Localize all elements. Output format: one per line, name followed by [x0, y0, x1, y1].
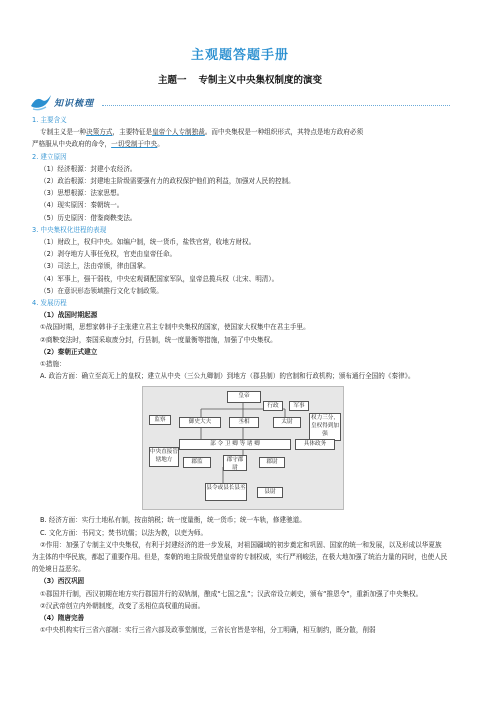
wave-logo-icon — [30, 92, 52, 112]
emperor-box: 皇帝 — [227, 391, 261, 403]
topic-name: 专制主义中央集权制度的演变 — [198, 75, 323, 86]
subheading-qin: （2）秦朝正式建立 — [40, 347, 98, 356]
county-military-box: 县尉 — [257, 487, 283, 498]
section-label: 知识梳理 — [54, 99, 95, 109]
list-item: （2）政治根源：封建地主阶级需要强有力的政权保护他们的利益，加强对人民的控制。 — [40, 177, 295, 186]
heading-history: 4. 发展历程 — [32, 299, 67, 308]
list-item: （5）历史原因：借鉴商鞅变法。 — [40, 213, 137, 222]
commandery-military-box: 郡尉 — [259, 457, 285, 468]
detail-affairs-box: 具体政务 — [295, 439, 335, 450]
section-divider — [102, 105, 450, 106]
list-item: ②汉武帝创立内外朝制度，改变了丞相位高权重的局面。 — [40, 601, 205, 610]
power-note-box: 权力三分，皇权得到加强 — [309, 413, 341, 441]
list-item: ①郡国并行制，西汉初期在地方实行郡国并行的双轨制，酿成“七国之乱”；汉武帝设立刺史，颁布“推恩令”，重新加强了中央集权。 — [40, 589, 423, 598]
list-item: （5）在意识形态领域推行文化专制政策。 — [40, 286, 163, 295]
ministers-bar: 部 令 卫 卿 等 诸 卿 — [179, 439, 291, 450]
heading-process: 3. 中央集权化进程的表现 — [32, 225, 107, 234]
list-item: （2）剥夺地方人事任免权，官吏由皇帝任命。 — [40, 250, 177, 259]
subheading-han: （3）西汉巩固 — [40, 577, 85, 586]
list-item: ①中央机构实行三省六部制：实行三省六部及政事堂制度，三省长官皆是宰相，分工明确，相互制约，既分散，削弱 — [40, 626, 376, 635]
central-control-box: 中央直接管辖地方 — [149, 447, 179, 467]
list-item: （4）现实原因：秦朝统一。 — [40, 201, 124, 210]
list-item: （4）军事上，强干弱枝，中央宏观调配国家军队，皇帝总揽兵权（北宋、明清）。 — [40, 274, 279, 283]
subheading-warring-states: （1）战国时期起源 — [40, 311, 98, 320]
measures-label: ①措施： — [40, 360, 66, 369]
main-title: 主观题答题手册 — [190, 48, 289, 63]
subheading-sui-tang: （4）隋唐完善 — [40, 614, 85, 623]
heading-reasons: 2. 建立原因 — [32, 152, 67, 161]
commandery-governor-box: 郡守郡尉 — [223, 455, 247, 471]
commandery-supervisor-box: 郡监 — [183, 457, 211, 468]
qin-government-diagram — [142, 386, 344, 510]
chancellor-box: 丞相 — [229, 417, 259, 428]
cultural-measures: C. 文化方面：书同文；焚书坑儒；以法为教，以吏为师。 — [40, 528, 208, 537]
list-item: （1）经济根源：封建小农经济。 — [40, 164, 137, 173]
supervision-box: 监察 — [149, 415, 171, 425]
topic-number: 主题一 — [157, 75, 187, 86]
county-magistrate-box: 县令或县长县丞 — [205, 483, 247, 501]
list-item: （3）思想根源：法家思想。 — [40, 189, 124, 198]
list-item: （1）财政上，权归中央。如编户制，统一货币，盐铁官营，收地方财权。 — [40, 238, 256, 247]
yushi-box: 御史大夫 — [179, 417, 221, 428]
meaning-paragraph: 专制主义是一种决策方式，主要特征是皇帝个人专制独裁。而中央集权是一种组织形式，其特点是地方政府必须 — [40, 128, 364, 137]
topic-title — [0, 72, 480, 86]
list-item: ①战国时期，思想家韩非子主张建立君主专制中央集权的国家，使国家大权集中在君主手里。 — [40, 323, 310, 332]
section-header — [30, 92, 450, 114]
list-item: （3）司法上，法由帝颁，律由国掌。 — [40, 262, 150, 271]
administration-box: 行政 — [263, 401, 283, 411]
political-measures: A. 政治方面：确立至高无上的皇权；建立从中央（三公九卿制）到地方（郡县制）的官制和行政机构；颁布通行全国的《秦律》。 — [40, 372, 415, 381]
qin-effect: ②作用：加强了专制主义中央集权，有利于封建经济的进一步发展，对祖国疆域的初步奠定和巩固、国家的统一和发展，以及形成以华夏族为主体的中华民族，都起了重要作用。但是，秦朝的地主阶级凭借皇帝的专制权威，实行严刑峻法，在极大地加强了统治力量的同时，也使人民的处境日益恶劣。 — [32, 540, 448, 574]
economic-measures: B. 经济方面：实行土地私有制，按亩纳税；统一度量衡，统一货币；统一车轨，修建驰道。 — [40, 516, 306, 525]
heading-meaning: 1. 主要含义 — [32, 116, 67, 124]
meaning-paragraph-2: 严格服从中央政府的命令，一切受制于中央。 — [32, 140, 164, 149]
list-item: ②商鞅变法时，秦国采取废分封，行县制，统一度量衡等措施，加强了中央集权。 — [40, 335, 277, 344]
content — [32, 114, 448, 637]
taiwei-box: 太尉 — [273, 417, 301, 428]
military-box: 军事 — [289, 401, 309, 411]
